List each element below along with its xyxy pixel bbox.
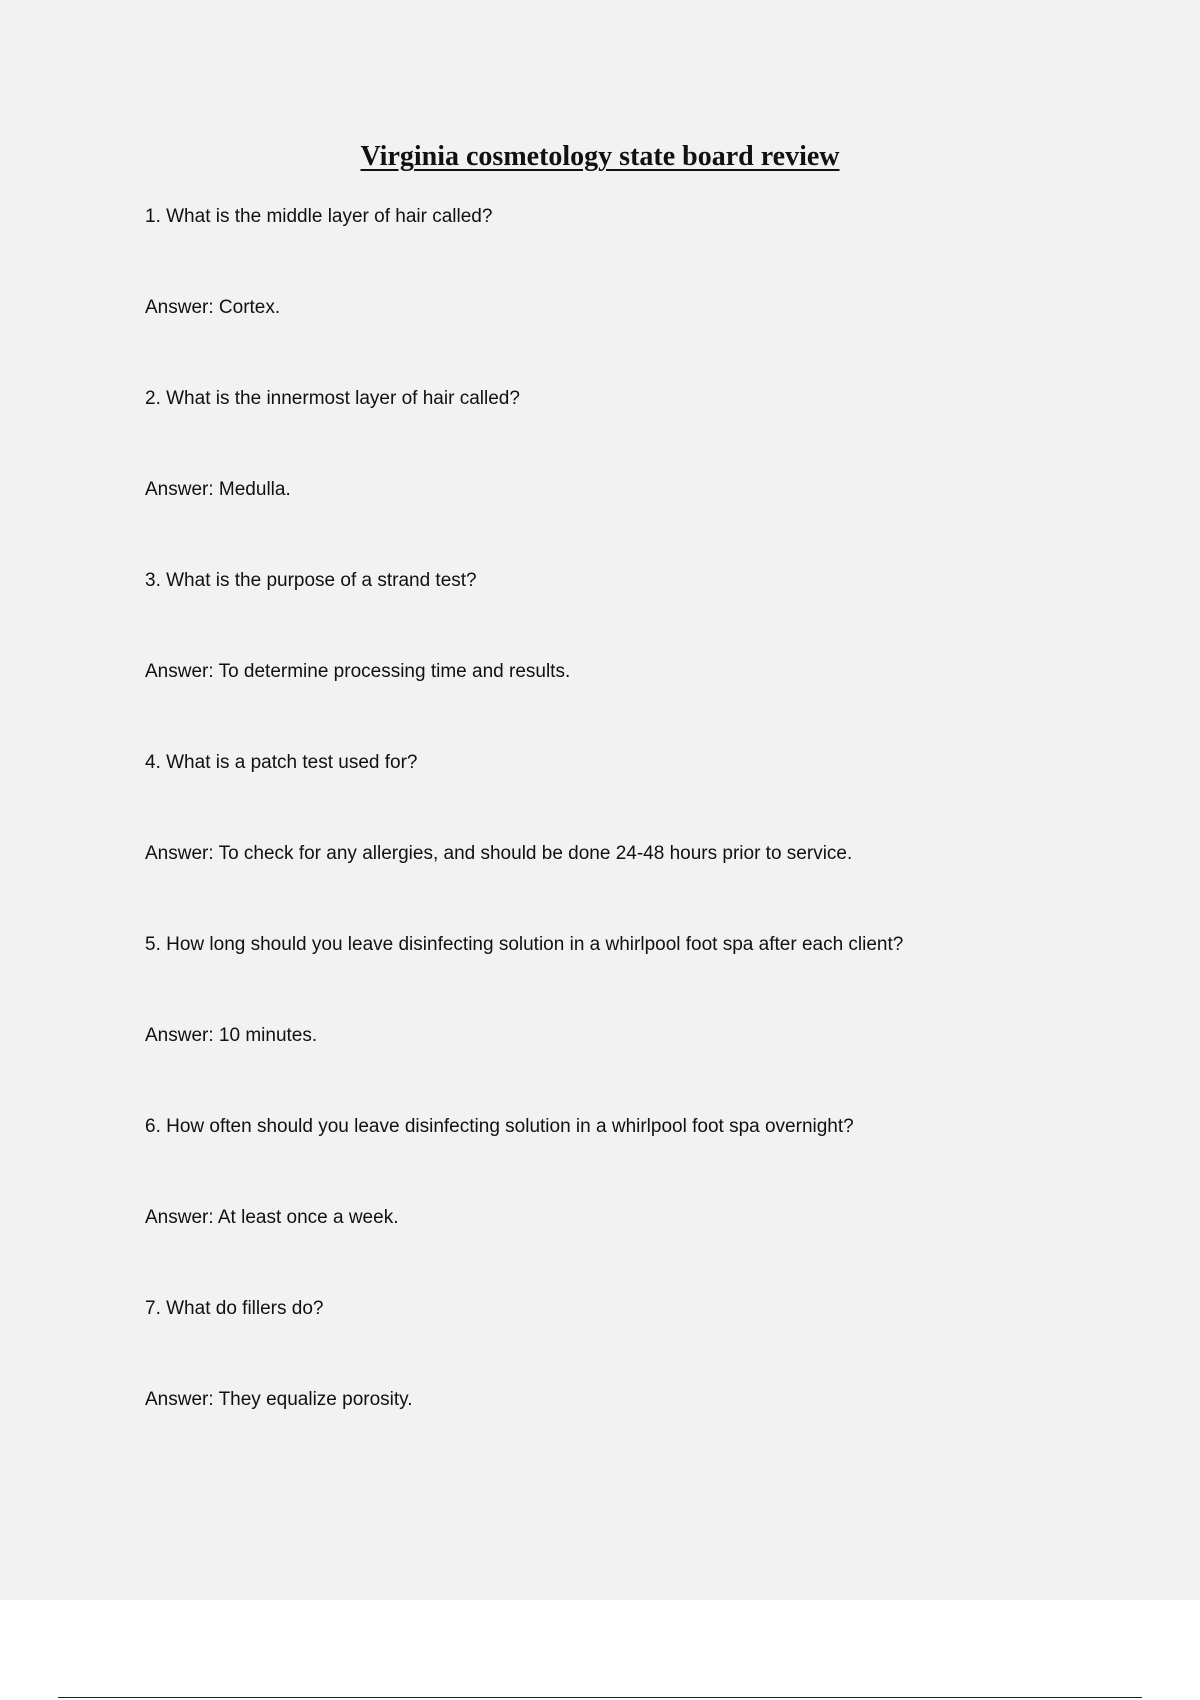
question-5: 5. How long should you leave disinfecting solution in a whirlpool foot spa after each client?: [145, 934, 904, 955]
qa-list: [145, 205, 1145, 1479]
question-7: 7. What do fillers do?: [145, 1298, 324, 1319]
footer-divider: [58, 1697, 1142, 1698]
document-title: Virginia cosmetology state board review: [360, 141, 840, 172]
answer-3: Answer: To determine processing time and results.: [145, 661, 571, 682]
answer-6: Answer: At least once a week.: [145, 1207, 399, 1228]
question-1: 1. What is the middle layer of hair called?: [145, 206, 493, 227]
question-6: 6. How often should you leave disinfecting solution in a whirlpool foot spa overnight?: [145, 1116, 854, 1137]
answer-4: Answer: To check for any allergies, and should be done 24-48 hours prior to service.: [145, 843, 853, 864]
question-2: 2. What is the innermost layer of hair called?: [145, 388, 520, 409]
question-3: 3. What is the purpose of a strand test?: [145, 570, 477, 591]
question-4: 4. What is a patch test used for?: [145, 752, 418, 773]
answer-7: Answer: They equalize porosity.: [145, 1389, 413, 1410]
answer-2: Answer: Medulla.: [145, 479, 291, 500]
answer-5: Answer: 10 minutes.: [145, 1025, 318, 1046]
answer-1: Answer: Cortex.: [145, 297, 281, 318]
